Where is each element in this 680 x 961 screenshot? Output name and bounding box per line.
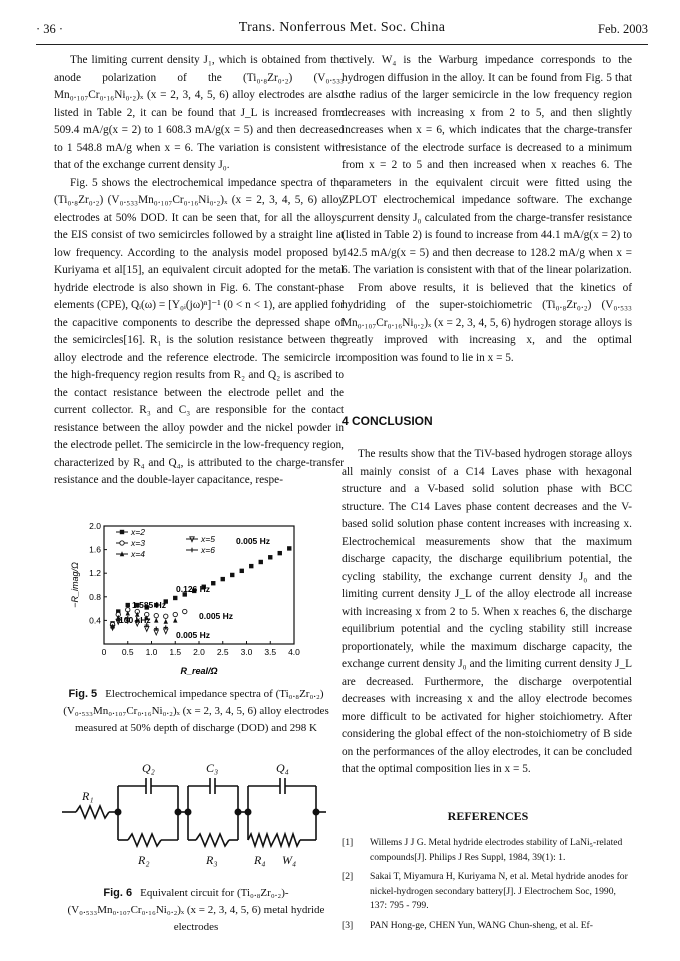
y-tick-label: 0.4: [89, 615, 101, 626]
x-tick-label: 0.5: [121, 647, 134, 657]
header-rule: [36, 44, 648, 45]
data-point: [154, 613, 158, 617]
frequency-annotation: 100 kHz: [119, 615, 151, 625]
x-tick-label: 3.5: [264, 647, 277, 657]
y-tick-label: 1.2: [89, 568, 101, 579]
figure-6-label: Fig. 6: [103, 887, 133, 899]
reference-number: [1]: [342, 837, 354, 848]
legend-marker: [120, 541, 124, 545]
paragraph: The results show that the TiV-based hydrogen storage alloys all mainly consist of a C14 Laves phase with hexagonal structure and a V-based solid solution phase with BCC structure. The C14 Laves phase content decreases and the V-based solid solution phase content increases with increasing x. Electrochemical measurements show that the maximum discharge capacity, the discharge equilibrium potential, the cycling stability, the exchange current density J₀ and the limiting current density J_L of the alloy electrode all increase with increasing x from 2 to 5. When x reaches 6, the discharge equilibrium potential and the cycling stability still increase proportionately, while the maximum discharge capacity, the exchange current density J₀ and the limiting current density J_L are decreased. Furthermore, the discharge overpotential decreases with increasing x and the alloy electrode becomes more difficult to be activated for higher stoichiometry. After considering the global effect of the non-stoichiometry of B side on the performances of the alloy electrodes, it can be concluded that the optimal composition lies in x = 5.: [342, 448, 632, 775]
data-point: [173, 612, 177, 616]
frequency-annotation: 0.126 Hz: [176, 584, 211, 594]
data-point: [259, 560, 263, 564]
page-header: [36, 18, 648, 42]
frequency-annotation: 0.005 Hz: [176, 630, 211, 640]
x-tick-label: 3.0: [240, 647, 253, 657]
paragraph: Fig. 5 shows the electrochemical impedance spectra of the (Ti₀.₈Zr₀.₂) (V₀.₅₃₃Mn₀.₁₀₇Cr₀.₁₆Ni₀.₂)ₓ (x = 2, 3, 4, 5, 6) alloy electrodes at 50% DOD. It can be seen that, for all the alloys, the EIS consist of two semicircles followed by a straight line at low frequency. According to the analysis model proposed by Kuriyama et al[15], an equivalent circuit adopted for the metal hydride electrode is also shown in Fig. 6. The constant-phase elements (CPE), Qᵢ(ω) = [Y₀ᵢ(jω)ⁿ]⁻¹ (0 < n < 1), are applied for the capacitive components to describe the depressed shape of the semicircles[16]. R₁ is the solution resistance between the alloy electrode and the reference electrode. The semicircle in the high-frequency region results from R₂ and Q₂ is ascribed to the contact resistance between the electrode pellet and the current collector. R₃ and C₃ are responsible for the contact resistance between the alloy powder and the nickel powder in the electrode pellet. The semicircle in the low-frequency region, characterized by R₄ and Q₄, is attributed to the charge-transfer resistance and the double-layer capacitance, respe-: [54, 176, 344, 486]
reference-text: PAN Hong-ge, CHEN Yun, WANG Chun-sheng, et al. Ef-: [370, 919, 593, 931]
label-c3: C₃: [206, 761, 219, 775]
legend-label: x=5: [201, 534, 215, 544]
data-point: [240, 569, 244, 573]
label-r2: R₂: [138, 853, 150, 867]
data-point: [154, 618, 158, 623]
y-tick-label: 1.6: [89, 544, 101, 555]
data-point: [173, 596, 177, 600]
data-point: [173, 618, 177, 623]
x-tick-label: 1.5: [169, 647, 182, 657]
data-point: [287, 546, 291, 550]
frequency-annotation: 0.005 Hz: [236, 536, 271, 546]
paragraph: ctively. W₄ is the Warburg impedance corresponds to the hydrogen diffusion in the alloy. It can be found from Fig. 5 that the radius of the larger semicircle in the low frequency region decreases with increasing x from 2 to 5, and then slightly increases when x = 6, which indicates that the charge-transfer resistance of the electrode surface is decreased to a minimum from x = 2 to 5 and then increased when x reaches 6. The parameters in the equivalent circuit were fitted using the ZPLOT electrochemical impedance software. The exchange current density J₀ calculated from the charge-transfer resistance (listed in Table 2) is found to increase from 44.1 mA/g(x = 2) to 142.5 mA/g(x = 5) and then decrease to 128.2 mA/g when x = 6. The variation is consistent with that of the linear polarization.: [342, 54, 632, 276]
y-tick-label: 0.8: [89, 591, 101, 602]
reference-item: [342, 870, 634, 914]
x-tick-label: 2.0: [193, 647, 205, 657]
label-r3: R₃: [206, 853, 218, 867]
reference-number: [2]: [342, 871, 354, 882]
frequency-annotation: 0.005 Hz: [199, 611, 234, 621]
paragraph: From above results, it is believed that the kinetics of hydriding of the super-stoichiometric (Ti₀.₈Zr₀.₂) (V₀.₅₃₃ Mn₀.₁₀₇Cr₀.₁₆Ni₀.₂)ₓ (x = 2, 3, 4, 5, 6) hydrogen storage alloys is greatly improved with increasing x, and the optimal composition was found to lie in x = 5.: [342, 281, 632, 364]
label-q4: Q₄: [276, 761, 289, 775]
x-axis-label: R_real/Ω: [180, 666, 218, 676]
data-point: [126, 603, 130, 607]
y-tick-label: 2.0: [89, 521, 101, 531]
figure-5-caption-text: Electrochemical impedance spectra of (Ti₀.₈Zr₀.₂) (V₀.₅₃₃Mn₀.₁₀₇Cr₀.₁₆Ni₀.₂)ₓ (x = 2, 3, 4, 5, 6) alloy electrodes measured at 50% depth of discharge (DOD) and 298 K: [63, 688, 329, 734]
legend-label: x=2: [131, 527, 145, 537]
reference-item: [342, 836, 634, 865]
reference-number: [3]: [342, 919, 354, 931]
reference-text: Sakai T, Miyamura H, Kuriyama N, et al. Metal hydride anodes for nickel-hydrogen secondary battery[J]. J Electrochem Soc, 1990, 137: 795 - 799.: [370, 871, 628, 911]
data-point: [211, 581, 215, 585]
reference-item: [342, 919, 634, 934]
paragraph: The limiting current density J₁, which is obtained from the anode polarization of the (Ti₀.₈Zr₀.₂) (V₀.₅₃₃ Mn₀.₁₀₇Cr₀.₁₆Ni₀.₂)ₓ (x = 2, 3, 4, 5, 6) alloy electrodes are also listed in Table 2, it can be found that J_L is increased from 509.4 mA/g(x = 2) to 1 608.3 mA/g(x = 5) and then decreased to 1 548.8 mA/g when x = 6. The variation is consistent with that of the exchange current density J₀.: [54, 54, 344, 171]
label-r4: R₄: [254, 853, 266, 867]
data-point: [230, 573, 234, 577]
x-tick-label: 0: [101, 647, 107, 657]
figure-5-label: Fig. 5: [68, 688, 98, 700]
figure-6-caption-text: Equivalent circuit for (Ti₀.₈Zr₀.₂)-(V₀.₅₃₃Mn₀.₁₀₇Cr₀.₁₆Ni₀.₂)ₓ (x = 2, 3, 4, 5, 6) metal hydride electrodes: [67, 887, 325, 933]
label-q2: Q₂: [142, 761, 155, 775]
page-number: · 36 ·: [36, 22, 64, 36]
legend-marker: [190, 548, 194, 552]
data-point: [278, 551, 282, 555]
references-title: REFERENCES: [447, 809, 529, 823]
label-r1: R₁: [82, 789, 94, 803]
data-point: [221, 577, 225, 581]
data-point: [164, 619, 168, 624]
right-column: [342, 52, 632, 367]
frequency-annotation: 1.585 Hz: [132, 600, 167, 610]
legend-label: x=4: [131, 549, 145, 559]
y-axis-label: −R_imag/Ω: [70, 562, 80, 608]
x-tick-label: 2.5: [216, 647, 229, 657]
issue-date: Feb. 2003: [598, 22, 648, 36]
label-w4: W₄: [282, 853, 297, 867]
figure-6-circuit: [58, 760, 328, 875]
figure-5-caption: [54, 686, 338, 737]
references-list: [342, 836, 634, 938]
figure-6-caption: [54, 885, 338, 936]
data-point: [183, 609, 187, 613]
legend-label: x=6: [201, 545, 215, 555]
conclusion-body: [342, 446, 632, 779]
data-point: [249, 564, 253, 568]
legend-marker: [120, 530, 124, 534]
x-tick-label: 4.0: [288, 647, 300, 657]
journal-title: Trans. Nonferrous Met. Soc. China: [238, 20, 446, 35]
figure-5-chart: [64, 520, 304, 678]
reference-text: Willems J J G. Metal hydride electrodes stability of LaNi₅-related compounds[J]. Philips J Res Suppl, 1984, 39(1): 1.: [370, 837, 623, 863]
data-point: [164, 614, 168, 618]
legend-label: x=3: [131, 538, 145, 548]
data-point: [268, 555, 272, 559]
left-column: [54, 52, 344, 490]
section-heading: 4 CONCLUSION: [342, 414, 433, 428]
x-tick-label: 1.0: [145, 647, 158, 657]
